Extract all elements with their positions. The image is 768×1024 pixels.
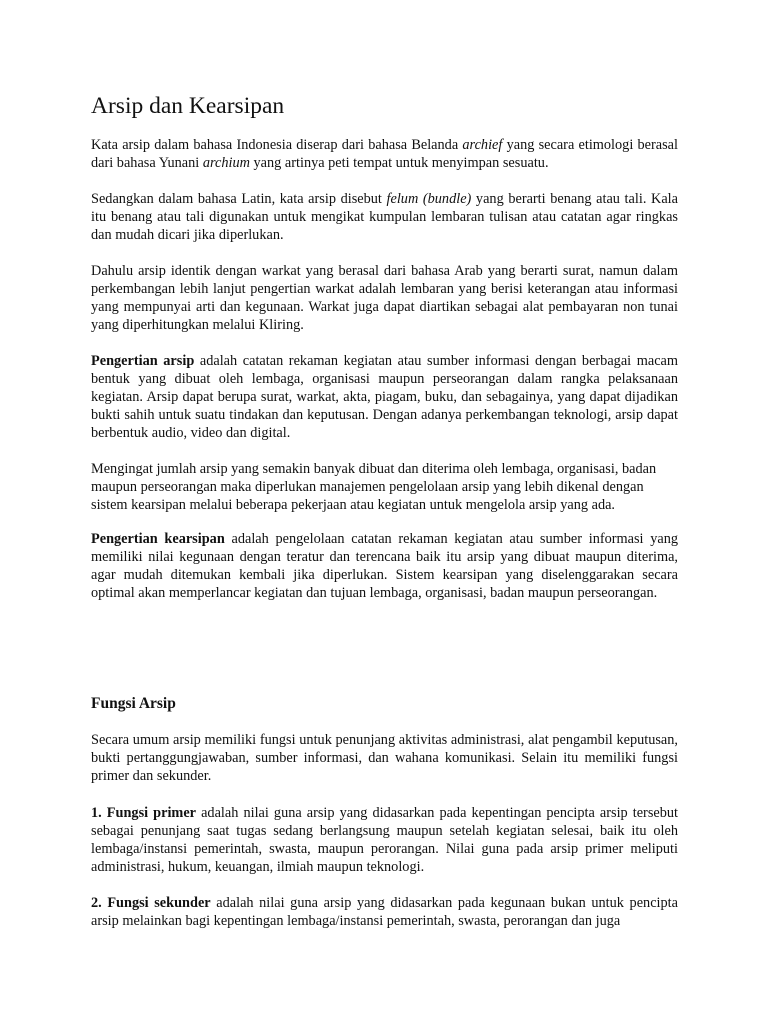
paragraph-text: yang artinya peti tempat untuk menyimpan sesuatu. (249, 155, 549, 171)
paragraph-text: Kata arsip dalam bahasa Indonesia diserap dari bahasa Belanda (91, 137, 463, 153)
paragraph-text: adalah catatan rekaman kegiatan atau sumber informasi dengan berbagai macam bentuk yang dibuat oleh lembaga, organisasi maupun perseorangan dalam rangka pelaksanaan kegiatan. Arsip dapat berupa surat, warkat, akta, piagam, buku, dan sebagainya, yang dapat dijadikan bukti sahih untuk suatu tindakan dan keputusan. Dengan adanya perkembangan teknologi, arsip dapat berbentuk audio, video dan digital. (91, 353, 679, 441)
bold-term: 2. Fungsi sekunder (91, 895, 211, 911)
paragraph-warkat: Dahulu arsip identik dengan warkat yang berasal dari bahasa Arab yang berarti surat, namun dalam perkembangan lebih lanjut pengertian warkat adalah lembaran yang berisi keterangan atau informasi yang mempunyai arti dan kegunaan. Warkat juga dapat diartikan sebagai alat pembayaran non tunai yang diperhitungkan melalui Kliring. (91, 263, 678, 333)
bold-term: Pengertian arsip (91, 353, 195, 369)
paragraph-etymology-dutch (91, 136, 678, 172)
italic-term: felum (bundle) (386, 191, 472, 207)
italic-term: archief (462, 137, 503, 153)
paragraph-fungsi-umum: Secara umum arsip memiliki fungsi untuk penunjang aktivitas administrasi, alat pengambil keputusan, bukti pertanggungjawaban, sumber informasi, dan wahana komunikasi. Selain itu memiliki fungsi primer dan sekunder. (91, 732, 678, 784)
paragraph-text: adalah nilai guna arsip yang didasarkan pada kegunaan bukan untuk pencipta arsip melainkan bagi kepentingan lembaga/instansi pemerintah, swasta, perorangan dan juga (91, 895, 678, 929)
paragraph-sistem-kearsipan: Mengingat jumlah arsip yang semakin banyak dibuat dan diterima oleh lembaga, organisasi, badan maupun perseorangan maka diperlukan manajemen pengelolaan arsip yang lebih dikenal dengan sistem kearsipan melalui beberapa pekerjaan atau kegiatan untuk mengelola arsip yang ada. (91, 461, 657, 513)
paragraph-text: adalah pengelolaan catatan rekaman kegiatan atau sumber informasi yang memiliki nilai kegunaan dengan teratur dan terencana baik itu arsip yang dibuat maupun diterima, agar mudah ditemukan kembali jika diperlukan. Sistem kearsipan yang diselenggarakan secara optimal akan memperlancar kegiatan dan tujuan lembaga, organisasi, badan maupun perseorangan. (91, 531, 678, 601)
paragraph-text: Sedangkan dalam bahasa Latin, kata arsip disebut (91, 191, 387, 207)
paragraph-pengertian-kearsipan (91, 530, 678, 602)
paragraph-fungsi-primer (91, 804, 678, 876)
paragraph-etymology-latin (91, 190, 678, 244)
paragraph-pengertian-arsip (91, 352, 678, 442)
paragraph-text: adalah nilai guna arsip yang didasarkan pada kepentingan pencipta arsip tersebut sebagai penunjang saat tugas sedang berlangsung maupun setelah kegiatan selesai, baik itu oleh lembaga/instansi pemerintah, swasta, maupun perorangan. Nilai guna pada arsip primer meliputi administrasi, hukum, keuangan, ilmiah maupun teknologi. (91, 805, 679, 875)
bold-term: 1. Fungsi primer (91, 805, 197, 821)
bold-term: Pengertian kearsipan (91, 531, 225, 547)
paragraph-text: yang berarti benang atau tali. Kala itu benang atau tali digunakan untuk mengikat kumpulan lembaran tulisan atau catatan agar ringkas dan mudah dicari jika diperlukan. (91, 191, 678, 243)
paragraph-text: yang secara etimologi berasal dari bahasa Yunani (91, 137, 678, 171)
page-title: Arsip dan Kearsipan (91, 93, 285, 119)
section-heading-fungsi-arsip: Fungsi Arsip (91, 695, 176, 712)
paragraph-fungsi-sekunder (91, 894, 678, 930)
italic-term: archium (202, 155, 250, 171)
